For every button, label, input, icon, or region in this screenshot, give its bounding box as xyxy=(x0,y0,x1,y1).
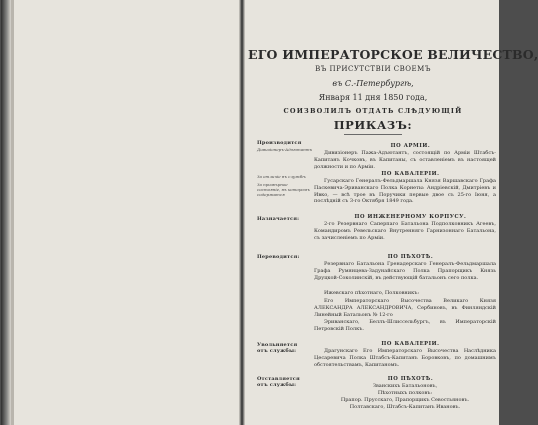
label-retired: Отставляется xyxy=(257,376,300,382)
page-gutter xyxy=(239,0,245,425)
paragraph-cavalry: Гусарскаго Генералъ-Фельдмаршала Князя Варшавскаго Графа Паскевича-Эриванскаго Полка Корнеты: Андріевскій, Дмитріевъ и Ивко, — всѣ трое въ Поручики первые двое съ 25-го Іюня, а послѣдній съ 3-го Октября 1849 года. xyxy=(314,178,496,205)
section-army: ПО АРМІИ. xyxy=(390,143,431,149)
decree-line: СОИЗВОЛИЛЪ ОТДАТЬ СЛѢДУЮЩІЙ xyxy=(283,107,463,115)
retirement-line-2: Пѣхотныхъ полковъ: xyxy=(377,390,433,396)
blank-left-page xyxy=(11,0,239,425)
label-dismissed-2: отъ службы: xyxy=(257,348,297,354)
paragraph-cavalry-2: Драгунскаго Его Императорскаго Высочества Наслѣдника Цесаревича Полка Штабсъ-Капитанъ Боровковъ, по домашнимъ обстоятельствамъ, Капитаномъ. xyxy=(314,348,496,368)
label-promoted-sub: Дивизіонеръ-Адъютантъ xyxy=(257,147,313,152)
section-cavalry-2: ПО КАВАЛЕРІИ. xyxy=(381,341,440,347)
order-page xyxy=(248,0,538,425)
date-line: Января 11 дня 1850 года, xyxy=(318,93,428,102)
section-infantry-2: ПО ПѢХОТѢ. xyxy=(387,376,434,382)
heading-underline xyxy=(344,134,402,135)
binding-strip xyxy=(11,0,14,425)
section-infantry: ПО ПѢХОТѢ. xyxy=(387,254,434,260)
paragraph-infantry-1: Резервнаго Батальона Гренадерскаго Генералъ-Фельдмаршала Графа Румянцева-Задунайскаго Полка Прапорщикъ Князь Друцкой-Соколинскій, въ действующій батальонъ сего полка. xyxy=(314,261,496,281)
scan-edge-shadow xyxy=(1,0,11,425)
order-heading: ПРИКАЗЪ: xyxy=(333,118,413,132)
place-line: въ С.-Петербургѣ, xyxy=(332,79,414,88)
retirement-line-4: Полтавскаго, Штабсъ-Капитанъ Ивановъ. xyxy=(349,404,461,410)
section-engineers: ПО ИНЖЕНЕРНОМУ КОРПУСУ. xyxy=(354,214,467,220)
paragraph-infantry-2: Ижевскаго пѣхотнаго, Полковникъ: xyxy=(324,290,420,296)
paragraph-army: Дивизіонеръ Пажа-Адъютантъ, состоящій по Арміи Штабсъ-Капитанъ Кочковъ, въ Капитаны, съ оставленіемъ въ настоящей должности и по Арміи. xyxy=(314,150,496,170)
label-retired-2: отъ службы: xyxy=(257,382,297,388)
document-title: ЕГО ИМПЕРАТОРСКОЕ ВЕЛИЧЕСТВО, xyxy=(248,47,538,62)
label-transferred: Переводится: xyxy=(257,254,300,260)
label-dismissed: Увольняется xyxy=(257,342,298,348)
retirement-line-1: Званскихъ Батальоновъ, xyxy=(372,383,438,389)
presence-line: ВЪ ПРИСУТСТВІИ СВОЕМЪ xyxy=(315,65,431,73)
label-promoted: Производится xyxy=(257,140,302,146)
paragraph-infantry-3: Его Императорскаго Высочества Великаго Князя АЛЕКСАНДРА АЛЕКСАНДРОВИЧА, Сербиновъ, въ Финляндскій Линейный Батальонъ № 12-го xyxy=(314,298,496,318)
scanned-document xyxy=(1,0,538,425)
retirement-line-3: Прапор. Прусскаго, Прапорщикъ Севостьяновъ. xyxy=(340,397,470,403)
margin-note-distinction: За отличіе въ службѣ xyxy=(257,174,306,179)
retirement-list xyxy=(314,383,496,411)
paragraph-engineers: 2-го Резервнаго Саперпаго Батальона Подполковникъ Агеевъ, Командиромъ Ревельскаго Внутренняго Гарнизоннаго Батальона, съ зачисленіемъ по Арміи. xyxy=(314,221,496,241)
section-cavalry: ПО КАВАЛЕРІИ. xyxy=(381,171,440,177)
paragraph-infantry-4: Эриванскаго, Беллъ-Шлиссельбургъ, въ Императорскій Петровскій Полкъ. xyxy=(314,319,496,332)
margin-note-condition: За примѣрное состояніе, въ которомъ содержатся xyxy=(257,182,310,197)
label-appointed: Назначается: xyxy=(257,216,300,222)
